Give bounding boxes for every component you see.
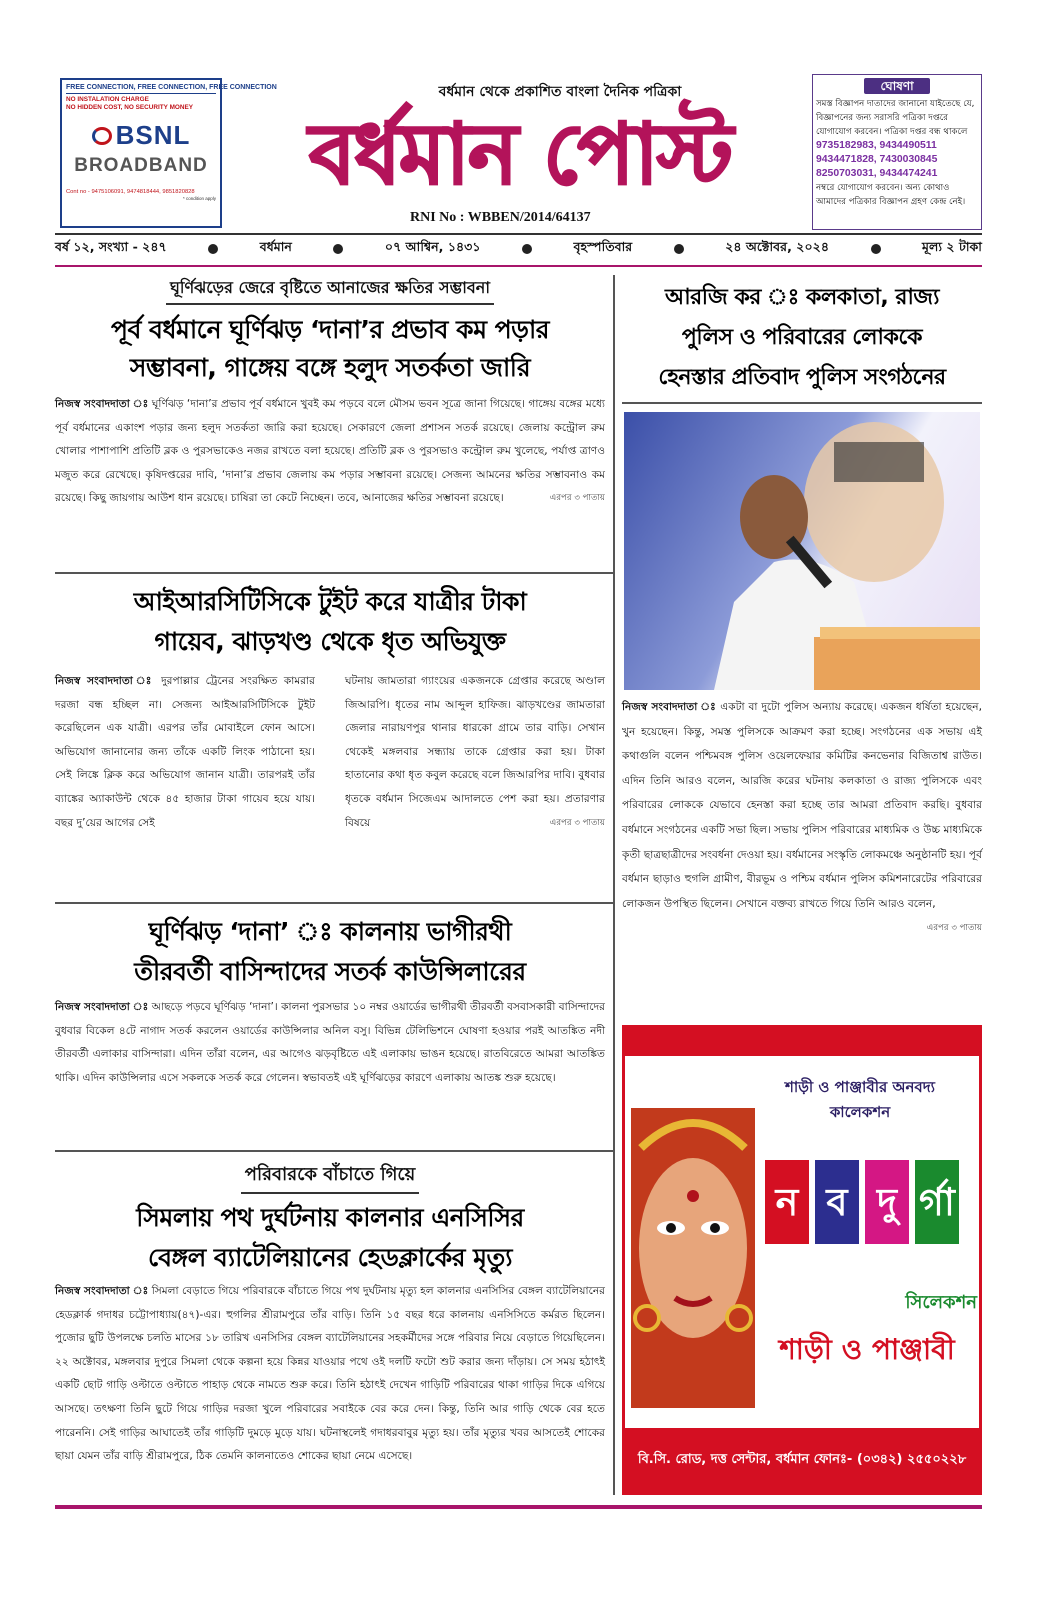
ad-tile-2: ব	[815, 1160, 859, 1244]
rni-number: RNI No : WBBEN/2014/64137	[410, 210, 591, 225]
story-headline-line1: আইআরসিটিসিকে টুইট করে যাত্রীর টাকা	[133, 587, 527, 616]
story-rg-kar-protest	[622, 278, 982, 398]
bullet-icon	[333, 244, 343, 254]
footer-rule	[55, 1505, 982, 1509]
ad-tile-3: দু	[865, 1160, 909, 1244]
info-rule	[55, 265, 982, 267]
story-byline: নিজস্ব সংবাদদাতা ঃ	[55, 675, 155, 687]
story-headline-line1: পূর্ব বর্ধমানে ঘূর্ণিঝড় ‘দানা’র প্রভাব কম পড়ার	[110, 315, 550, 344]
issue-info-bar	[55, 236, 982, 262]
bullet-icon	[208, 244, 218, 254]
story-text-2: ঘটনায় জামতারা গ্যাংয়ের একজনকে গ্রেপ্তার করেছে অণ্ডাল জিআরপি। ধৃতের নাম আব্দুল হাফিজ। ঝাড়খণ্ডের জামতারা জেলার নারায়ণপুর থানার ধারকো গ্রামে তার বাড়ি। সেখান থেকেই মঙ্গলবার সন্ধ্যায় তাকে গ্রেপ্তার করা হয়। টাকা হাতানোর কথা ধৃত কবুল করেছে বলে জিআরপির দাবি। বুধবার ধৃতকে বর্ধমান সিজেএম আদালতে পেশ করা হয়। প্রতারণার বিষয়ে	[345, 675, 605, 829]
story-cyclone-burdwan	[55, 275, 605, 511]
continued-label: এরপর ৩ পাতায়	[549, 493, 605, 504]
story-kicker: ঘূর্ণিঝড়ের জেরে বৃষ্টিতে আনাজের ক্ষতির সম্ভাবনা	[166, 275, 494, 305]
issue-place: বর্ধমান	[259, 239, 292, 254]
ad-top-banner	[625, 1028, 979, 1056]
story-divider	[55, 572, 613, 574]
story-body	[55, 393, 605, 511]
weekday: বৃহস্পতিবার	[573, 239, 633, 254]
column-divider	[613, 275, 615, 1495]
bullet-icon	[674, 244, 684, 254]
story-shimla-accident	[55, 1160, 605, 1469]
english-date: ২৪ অক্টোবর, ২০২৪	[725, 239, 830, 254]
story-body	[55, 1280, 605, 1469]
story-headline-line2: তীরবর্তী বাসিন্দাদের সতর্ক কাউন্সিলারের	[134, 957, 526, 986]
story-headline-line1: আরজি কর ঃ কলকাতা, রাজ্য	[665, 285, 939, 310]
speaker-photo-illustration	[624, 412, 980, 690]
story-headline-line2: গায়েব, ঝাড়খণ্ড থেকে ধৃত অভিযুক্ত	[154, 627, 506, 656]
story-headline-line2: পুলিস ও পরিবারের লোককে	[681, 325, 923, 350]
story-kicker: পরিবারকে বাঁচাতে গিয়ে	[241, 1160, 419, 1194]
story-text: সিমলা বেড়াতে গিয়ে পরিবারকে বাঁচাতে গিয়ে পথ দুর্ঘটনায় মৃত্যু হল কালনার এনসিসির বেঙ্গল ব্যাটেলিয়ানের হেডক্লার্ক গদাধর চট্টোপাধ্যায়(৪৭)-এর। হুগলির শ্রীরামপুরে তাঁর বাড়ি। তিনি ১৫ বছর ধরে কালনায় এনসিসিতে কর্মরত ছিলেন। পুজোর ছুটি উপলক্ষে চলতি মাসের ১৮ তারিখ এনসিসির বেঙ্গল ব্যাটেলিয়ানের সহকর্মীদের সঙ্গে পরিবার নিয়ে বেড়াতে গিয়েছিলেন। ২২ অক্টোবর, মঙ্গলবার দুপুরে সিমলা থেকে কল্পনা হয়ে কিন্নর যাওয়ার পথে ওই দলটি ফটো শুট করার জন্য দাঁড়ায়। সে সময় হঠাৎই একটি ছোট গাড়ি ওল্টাতে ওল্টাতে পাহাড় থেকে নামতে শুরু করে। তিনি হঠাৎই দেখেন গাড়িটি পরিবারের থাকা গাড়ির দিকে এগিয়ে আসছে। তৎক্ষণা তিনি ছুটে গিয়ে গাড়ির দরজা খুলে পরিবারের সবাইকে বের করে দেন। কিন্তু, তিনি আর গাড়ি থেকে বের হতে পারেননি। সেই গাড়ির আঘাতেই তাঁর গাড়িটি দুমড়ে মুড়ে যায়। ঘটনাস্থলেই গদাধরবাবুর মৃত্যু হয়। তাঁর মৃত্যুর খবর আসতেই শোকের ছায়া যেমন তাঁর বাড়ি শ্রীরামপুরে, ঠিক তেমনি কালনাতেও শোকের ছায়া নেমে এসেছে।	[55, 1285, 606, 1463]
story-byline: নিজস্ব সংবাদদাতা ঃ	[55, 1285, 149, 1297]
story-headline-line1: ঘূর্ণিঝড় ‘দানা’ ঃ কালনায় ভাগীরথী	[148, 917, 512, 946]
story-rg-kar-body	[622, 695, 982, 941]
bsnl-ad	[60, 78, 277, 228]
masthead-title: বর্ধমান পোস্ট	[309, 105, 731, 203]
story-divider	[55, 902, 613, 904]
header-rule	[55, 233, 982, 235]
notice-text-2: নম্বরে যোগাযোগ করবেন। অন্য কোথাও আমাদের পত্রিকার বিজ্ঞাপন গ্রহণ কেন্দ্র নেই।	[816, 183, 966, 207]
bengali-date: ০৭ আশ্বিন, ১৪৩১	[384, 239, 481, 254]
story-body	[55, 996, 605, 1090]
story-column-2	[345, 670, 605, 835]
story-text-1: দুরপাল্লার ট্রেনের সংরক্ষিত কামরার দরজা বন্ধ হচ্ছিল না। সেজন্য আইআরসিটিসিকে টুইট করেছিলেন এক যাত্রী। এরপর তাঁর মোবাইলে ফোন আসে। অভিযোগ জানানোর জন্য তাঁকে একটি লিংক পাঠানো হয়। সেই লিঙ্কে ক্লিক করে অভিযোগ জানান যাত্রী। তারপরই তাঁর ব্যাঙ্কের অ্যাকাউন্ট থেকে ৪৫ হাজার টাকা গায়েব হয়ে যায়। বছর দু’য়ের আগের সেই	[55, 675, 315, 829]
notice-phone-1: 9735182983, 9434490511	[816, 140, 937, 151]
news-photo	[624, 412, 980, 690]
story-byline: নিজস্ব সংবাদদাতা ঃ	[55, 1001, 149, 1013]
bullet-icon	[522, 244, 532, 254]
story-kalna-warning	[55, 912, 605, 1090]
issue-number: বর্ষ ১২, সংখ্যা - ২৪৭	[55, 239, 167, 254]
story-headline-line2: সম্ভাবনা, গাঙ্গেয় বঙ্গে হলুদ সতর্কতা জারি	[129, 353, 531, 382]
ad-tile-1: ন	[765, 1160, 809, 1244]
continued-label: এরপর ৩ পাতায়	[926, 923, 982, 934]
masthead-subtitle: বর্ধমান থেকে প্রকাশিত বাংলা দৈনিক পত্রিকা	[438, 84, 682, 100]
story-byline: নিজস্ব সংবাদদাতা ঃ	[622, 701, 717, 713]
price: মূল্য ২ টাকা	[921, 239, 982, 254]
ad-tagline: শাড়ী ও পাঞ্জাবীর অনবদ্য কালেকশন	[784, 1078, 936, 1121]
ad-tile-4: র্গা	[915, 1160, 959, 1244]
ad-product: শাড়ী ও পাঞ্জাবী	[779, 1333, 955, 1366]
bsnl-line1: NO INSTALATION CHARGE	[66, 96, 149, 103]
continued-label: এরপর ৩ পাতায়	[549, 817, 605, 828]
story-text: একটা বা দুটো পুলিস অন্যায় করেছে। একজন ধর্ষিতা হয়েছেন, খুন হয়েছেন। কিন্তু, সমস্ত পুলিসকে আক্রমণ করা হচ্ছে। সংগঠনের এক সভায় এই কথাগুলি বলেন পশ্চিমবঙ্গ পুলিস ওয়েলফেয়ার কমিটির কনভেনার বিজিতাশ্ব রাউত। এদিন তিনি আরও বলেন, আরজি করের ঘটনায় কলকাতা ও রাজ্য পুলিসকে এবং পরিবারের লোককে যেভাবে হেনস্তা করা হচ্ছে তার আমরা প্রতিবাদ করছি। বুধবার বর্ধমানে সংগঠনের একটি সভা ছিল। সভায় পুলিস পরিবারের মাধ্যমিক ও উচ্চ মাধ্যমিকে কৃতী ছাত্রছাত্রীদের সংবর্ধনা দেওয়া হয়। বর্ধমানের সংস্কৃতি লোকমঞ্চে অনুষ্ঠানটি হয়। পূর্ব বর্ধমান ছাড়াও হুগলি গ্রামীণ, বীরভূম ও পশ্চিম বর্ধমান পুলিস কমিশনারেটের পরিবারের লোকজন উপস্থিত ছিলেন। সেখানে বক্তব্য রাখতে গিয়ে তিনি আরও বলেন,	[622, 701, 982, 910]
notice-heading: ঘোষণা	[864, 78, 930, 94]
ad-selection: সিলেকশন	[905, 1292, 977, 1313]
bsnl-logo	[66, 120, 216, 151]
story-divider	[55, 1150, 613, 1152]
story-columns	[55, 670, 605, 835]
notice-text-1: সমস্ত বিজ্ঞাপন দাতাদের জানানো যাইতেছে যে, বিজ্ঞাপনের জন্য সরাসরি পত্রিকা দপ্তরে যোগাযোগ করবেন। পত্রিকা দপ্তর বন্ধ থাকলে	[816, 99, 975, 137]
notice-phone-2: 9434471828, 7430030845	[816, 154, 938, 165]
bsnl-line2: NO HIDDEN COST, NO SECURITY MONEY	[66, 104, 193, 111]
notice-text	[816, 97, 978, 209]
bsnl-contact: Cont no - 9475106091, 9474818444, 9851820828	[66, 189, 195, 195]
bsnl-logo-text: BSNL	[115, 120, 191, 150]
story-irctc-fraud	[55, 582, 605, 835]
bsnl-condition: * condition apply	[182, 196, 216, 201]
saree-ad	[622, 1025, 982, 1495]
bullet-icon	[871, 244, 881, 254]
bsnl-product: BROADBAND	[74, 155, 208, 176]
ad-address: বি.সি. রোড, দত্ত সেন্টার, বর্ধমান ফোনঃ- (০৩৪২) ২৫৫০২২৮	[625, 1428, 979, 1492]
bsnl-ticker: FREE CONNECTION, FREE CONNECTION, FREE CONNECTION	[66, 84, 277, 91]
story-headline-line1: সিমলায় পথ দুর্ঘটনায় কালনার এনসিসির	[136, 1203, 524, 1232]
notice-box	[812, 74, 982, 230]
notice-phone-3: 8250703031, 9434474241	[816, 168, 938, 179]
story-text: আছড়ে পড়বে ঘূর্ণিঝড় ‘দানা’। কালনা পুরসভার ১০ নম্বর ওয়ার্ডের ভাগীরথী তীরবর্তী বসবাসকারী বাসিন্দাদের বুধবার বিকেল ৪টে নাগাদ সতর্ক করলেন ওয়ার্ডের কাউন্সিলার অনিল বসু। বিভিন্ন টেলিভিশনে ঘোষণা হওয়ার পরই আতঙ্কিত নদী তীরবর্তী এলাকার বাসিন্দারা। এদিন তাঁরা বলেন, এর আগেও ঝড়বৃষ্টিতে এই এলাকায় ভাঙন হয়েছে। রাতবিরেতে আমরা আতঙ্কিত থাকি। এদিন কাউন্সিলার এসে সকলকে সতর্ক করে গেলেন। স্বভাবতই এই ঘূর্ণিঝড়ের কারণে এলাকায় আতঙ্ক শুরু হয়েছে।	[55, 1001, 605, 1084]
bsnl-logo-icon	[92, 127, 112, 145]
story-byline: নিজস্ব সংবাদদাতা ঃ	[55, 398, 149, 410]
story-headline-line3: হেনস্তার প্রতিবাদ পুলিস সংগঠনের	[658, 365, 946, 390]
story-headline-line2: বেঙ্গল ব্যাটেলিয়ানের হেডক্লার্কের মৃত্যু	[147, 1243, 513, 1272]
durga-face-icon	[631, 1108, 755, 1408]
story-body	[622, 695, 982, 934]
story-divider	[622, 402, 982, 404]
story-text: ঘূর্ণিঝড় ‘দানা’র প্রভাব পূর্ব বর্ধমানে খুবই কম পড়বে বলে মৌসম ভবন সূত্রে জানা গিয়েছে। গাঙ্গেয় বঙ্গের মধ্যে পূর্ব বর্ধমানের একাংশ পড়ার জন্য হলুদ সতর্কতা জারি করা হয়েছে। সেকারণে জেলা প্রশাসন সতর্ক রয়েছে। জেলায় কন্ট্রোল রুম খোলার পাশাপাশি প্রতিটি ব্লক ও পুরসভাকেও নজর রাখতে বলা হয়েছে। প্রতিটি ব্লক ও পুরসভাও কন্ট্রোল রুম খুলেছে, পর্যাপ্ত ত্রাণও মজুত করে রেখেছে। কৃষিদপ্তরের দাবি, ‘দানা’র প্রভাব জেলায় কম পড়ার সম্ভাবনা রয়েছে। সেজন্য আমনের ক্ষতির সম্ভাবনাও কম রয়েছে। কিছু জায়গায় আউশ ধান রয়েছে। চাষিরা তা কেটে নিচ্ছেন। তবে, আনাজের ক্ষতির সম্ভাবনা রয়েছে।	[55, 398, 605, 505]
story-column-1	[55, 670, 315, 835]
